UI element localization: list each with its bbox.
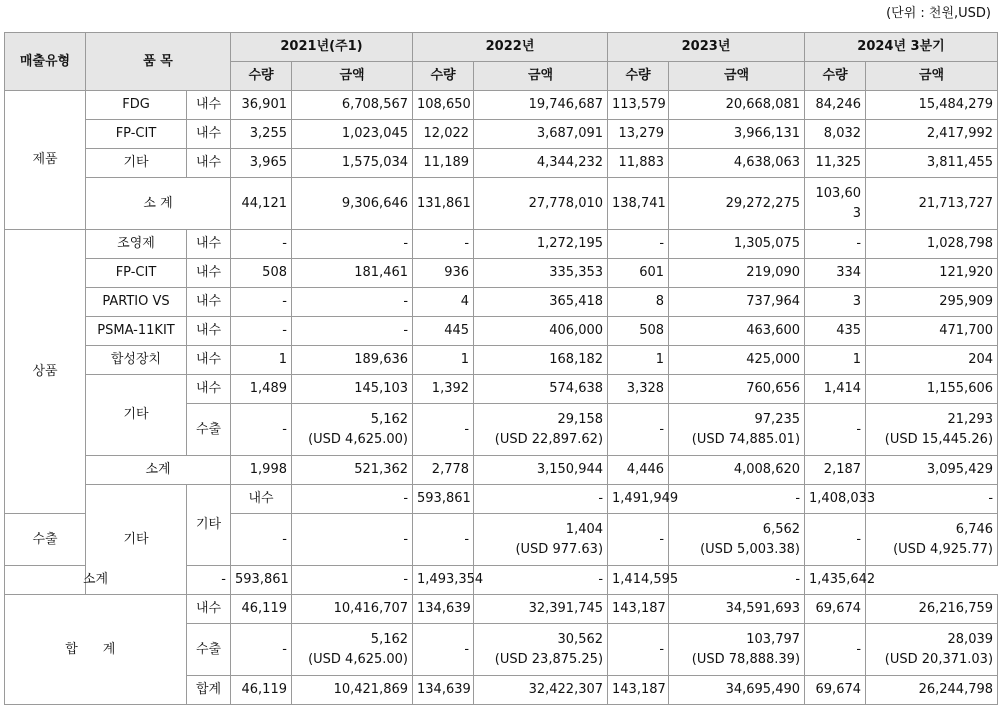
qty-cell: - <box>231 288 292 317</box>
amount-cell: - <box>292 288 413 317</box>
qty-cell: - <box>292 566 413 595</box>
qty-cell: 508 <box>231 259 292 288</box>
amount-cell: 4,008,620 <box>669 456 805 485</box>
amount-cell: 1,023,045 <box>292 120 413 149</box>
qty-cell: - <box>474 485 608 514</box>
amount-cell: 15,484,279 <box>866 91 998 120</box>
qty-cell: - <box>866 485 998 514</box>
amount-cell: 406,000 <box>474 317 608 346</box>
amount-cell: 3,095,429 <box>866 456 998 485</box>
amount-cell: 5,162 (USD 4,625.00) <box>292 624 413 676</box>
item-name: 조영제 <box>86 230 187 259</box>
amount-cell: 4,344,232 <box>474 149 608 178</box>
qty-cell: 103,60 3 <box>805 178 866 230</box>
table-row <box>5 149 998 178</box>
total-label: 합 계 <box>5 595 187 705</box>
header-qty: 수량 <box>608 62 669 91</box>
qty-cell: - <box>413 624 474 676</box>
sales-type: 내수 <box>187 375 231 404</box>
amount-cell: 1,408,033 <box>805 485 866 514</box>
qty-cell: - <box>608 624 669 676</box>
table-row <box>5 120 998 149</box>
header-period-2022: 2022년 <box>413 33 608 62</box>
amount-cell: 27,778,010 <box>474 178 608 230</box>
qty-cell: 36,901 <box>231 91 292 120</box>
item-name: PARTIO VS <box>86 288 187 317</box>
sales-type: 내수 <box>187 346 231 375</box>
item-name: FP-CIT <box>86 259 187 288</box>
amount-cell: 425,000 <box>669 346 805 375</box>
sales-type: 합계 <box>187 676 231 705</box>
amount-cell: 121,920 <box>866 259 998 288</box>
qty-cell: 8 <box>608 288 669 317</box>
amount-cell: 6,746 (USD 4,925.77) <box>866 514 998 566</box>
group-label-goods: 상품 <box>5 230 86 514</box>
sales-type: 수출 <box>187 624 231 676</box>
header-qty: 수량 <box>231 62 292 91</box>
table-row <box>5 288 998 317</box>
amount-cell: 1,305,075 <box>669 230 805 259</box>
qty-cell: - <box>805 230 866 259</box>
sales-type: 내수 <box>187 149 231 178</box>
qty-cell: 2,187 <box>805 456 866 485</box>
amount-cell: 760,656 <box>669 375 805 404</box>
item-name: FDG <box>86 91 187 120</box>
qty-cell: - <box>187 566 231 595</box>
amount-cell: 295,909 <box>866 288 998 317</box>
table-row <box>5 259 998 288</box>
amount-cell: 21,293 (USD 15,445.26) <box>866 404 998 456</box>
qty-cell: 1,414 <box>805 375 866 404</box>
qty-cell: 11,883 <box>608 149 669 178</box>
qty-cell: 44,121 <box>231 178 292 230</box>
amount-cell: 1,404 (USD 977.63) <box>474 514 608 566</box>
amount-cell: - <box>292 230 413 259</box>
table-row <box>5 317 998 346</box>
qty-cell: 1 <box>231 346 292 375</box>
sales-type: 내수 <box>187 259 231 288</box>
amount-cell: 3,150,944 <box>474 456 608 485</box>
amount-cell: 21,713,727 <box>866 178 998 230</box>
qty-cell: 13,279 <box>608 120 669 149</box>
qty-cell: 113,579 <box>608 91 669 120</box>
sales-type: 내수 <box>187 317 231 346</box>
amount-cell: 19,746,687 <box>474 91 608 120</box>
amount-cell: 365,418 <box>474 288 608 317</box>
amount-cell: 168,182 <box>474 346 608 375</box>
amount-cell: 1,491,949 <box>608 485 669 514</box>
sales-type: 내수 <box>187 91 231 120</box>
sales-type: 수출 <box>5 514 86 566</box>
header-amount: 금액 <box>474 62 608 91</box>
amount-cell: 593,861 <box>413 485 474 514</box>
table-row <box>5 456 998 485</box>
amount-cell: 26,216,759 <box>866 595 998 624</box>
subtotal-label: 소계 <box>5 566 187 595</box>
qty-cell: - <box>413 230 474 259</box>
qty-cell: 84,246 <box>805 91 866 120</box>
table-row <box>5 91 998 120</box>
amount-cell: - <box>292 514 413 566</box>
item-name: 합성장치 <box>86 346 187 375</box>
qty-cell: 134,639 <box>413 595 474 624</box>
header-amount: 금액 <box>292 62 413 91</box>
qty-cell: 1 <box>805 346 866 375</box>
item-name: FP-CIT <box>86 120 187 149</box>
amount-cell: 2,417,992 <box>866 120 998 149</box>
qty-cell: 12,022 <box>413 120 474 149</box>
header-row-periods <box>5 33 998 62</box>
header-amount: 금액 <box>866 62 998 91</box>
sales-type: 내수 <box>187 595 231 624</box>
unit-note: (단위 : 천원,USD) <box>886 6 991 21</box>
amount-cell: 1,272,195 <box>474 230 608 259</box>
table-row <box>5 230 998 259</box>
table-row <box>5 178 998 230</box>
qty-cell: - <box>231 317 292 346</box>
qty-cell: - <box>669 566 805 595</box>
qty-cell: 1 <box>413 346 474 375</box>
amount-cell: 574,638 <box>474 375 608 404</box>
amount-cell: 5,162 (USD 4,625.00) <box>292 404 413 456</box>
qty-cell: - <box>231 230 292 259</box>
qty-cell: 508 <box>608 317 669 346</box>
amount-cell: 1,028,798 <box>866 230 998 259</box>
qty-cell: 3 <box>805 288 866 317</box>
qty-cell: - <box>608 404 669 456</box>
table-row <box>5 375 998 404</box>
group-label-others: 기타 <box>86 485 187 595</box>
qty-cell: 4 <box>413 288 474 317</box>
header-amount: 금액 <box>669 62 805 91</box>
header-sales-type: 매출유형 <box>5 33 86 91</box>
item-name: 기타 <box>187 485 231 566</box>
qty-cell: 46,119 <box>231 676 292 705</box>
amount-cell: 34,695,490 <box>669 676 805 705</box>
qty-cell: - <box>805 624 866 676</box>
table-row <box>5 595 998 624</box>
qty-cell: - <box>413 514 474 566</box>
amount-cell: 34,591,693 <box>669 595 805 624</box>
amount-cell: 1,575,034 <box>292 149 413 178</box>
amount-cell: 32,391,745 <box>474 595 608 624</box>
amount-cell: 4,638,063 <box>669 149 805 178</box>
amount-cell: 471,700 <box>866 317 998 346</box>
sales-type: 내수 <box>187 288 231 317</box>
amount-cell: 9,306,646 <box>292 178 413 230</box>
amount-cell: 97,235 (USD 74,885.01) <box>669 404 805 456</box>
group-label-products: 제품 <box>5 91 86 230</box>
qty-cell: 2,778 <box>413 456 474 485</box>
amount-cell: 593,861 <box>231 566 292 595</box>
qty-cell: 1,998 <box>231 456 292 485</box>
qty-cell: 3,965 <box>231 149 292 178</box>
amount-cell: - <box>292 317 413 346</box>
amount-cell: 1,493,354 <box>413 566 474 595</box>
qty-cell: 69,674 <box>805 676 866 705</box>
qty-cell: - <box>474 566 608 595</box>
qty-cell: - <box>669 485 805 514</box>
amount-cell: 463,600 <box>669 317 805 346</box>
qty-cell: 143,187 <box>608 595 669 624</box>
qty-cell: 143,187 <box>608 676 669 705</box>
amount-cell: 1,155,606 <box>866 375 998 404</box>
qty-cell: - <box>231 514 292 566</box>
amount-cell: 335,353 <box>474 259 608 288</box>
qty-cell: 601 <box>608 259 669 288</box>
amount-cell: 10,421,869 <box>292 676 413 705</box>
qty-cell: 134,639 <box>413 676 474 705</box>
amount-cell: 6,708,567 <box>292 91 413 120</box>
amount-cell: 28,039 (USD 20,371.03) <box>866 624 998 676</box>
header-period-2021: 2021년(주1) <box>231 33 413 62</box>
qty-cell: 3,328 <box>608 375 669 404</box>
item-name: 기타 <box>86 149 187 178</box>
sales-table <box>4 32 998 705</box>
qty-cell: 435 <box>805 317 866 346</box>
qty-cell: 131,861 <box>413 178 474 230</box>
qty-cell: - <box>413 404 474 456</box>
qty-cell: 108,650 <box>413 91 474 120</box>
amount-cell: 6,562 (USD 5,003.38) <box>669 514 805 566</box>
amount-cell: 29,272,275 <box>669 178 805 230</box>
table-row <box>5 566 998 595</box>
item-name: 기타 <box>86 375 187 456</box>
subtotal-label: 소 계 <box>86 178 231 230</box>
qty-cell: 936 <box>413 259 474 288</box>
qty-cell: 334 <box>805 259 866 288</box>
amount-cell: 103,797 (USD 78,888.39) <box>669 624 805 676</box>
qty-cell: - <box>292 485 413 514</box>
amount-cell: 20,668,081 <box>669 91 805 120</box>
qty-cell: 4,446 <box>608 456 669 485</box>
amount-cell: 181,461 <box>292 259 413 288</box>
qty-cell: 1 <box>608 346 669 375</box>
amount-cell: 3,811,455 <box>866 149 998 178</box>
table-row <box>5 485 998 514</box>
header-period-2024q3: 2024년 3분기 <box>805 33 998 62</box>
amount-cell: 145,103 <box>292 375 413 404</box>
table-row <box>5 346 998 375</box>
amount-cell: 219,090 <box>669 259 805 288</box>
qty-cell: 1,392 <box>413 375 474 404</box>
amount-cell: 10,416,707 <box>292 595 413 624</box>
qty-cell: 11,189 <box>413 149 474 178</box>
sales-type: 내수 <box>231 485 292 514</box>
qty-cell: - <box>805 514 866 566</box>
amount-cell: 204 <box>866 346 998 375</box>
qty-cell: - <box>231 404 292 456</box>
qty-cell: 69,674 <box>805 595 866 624</box>
header-qty: 수량 <box>805 62 866 91</box>
header-qty: 수량 <box>413 62 474 91</box>
amount-cell: 1,435,642 <box>805 566 866 595</box>
amount-cell: 3,687,091 <box>474 120 608 149</box>
header-item: 품 목 <box>86 33 231 91</box>
amount-cell: 521,362 <box>292 456 413 485</box>
amount-cell: 1,414,595 <box>608 566 669 595</box>
qty-cell: 1,489 <box>231 375 292 404</box>
qty-cell: 46,119 <box>231 595 292 624</box>
amount-cell: 30,562 (USD 23,875.25) <box>474 624 608 676</box>
subtotal-label: 소계 <box>86 456 231 485</box>
amount-cell: 189,636 <box>292 346 413 375</box>
header-period-2023: 2023년 <box>608 33 805 62</box>
qty-cell: 138,741 <box>608 178 669 230</box>
amount-cell: 737,964 <box>669 288 805 317</box>
sales-type: 수출 <box>187 404 231 456</box>
amount-cell: 3,966,131 <box>669 120 805 149</box>
qty-cell: - <box>805 404 866 456</box>
qty-cell: - <box>608 514 669 566</box>
amount-cell: 29,158 (USD 22,897.62) <box>474 404 608 456</box>
qty-cell: 445 <box>413 317 474 346</box>
sales-type: 내수 <box>187 120 231 149</box>
amount-cell: 26,244,798 <box>866 676 998 705</box>
sales-type: 내수 <box>187 230 231 259</box>
qty-cell: 3,255 <box>231 120 292 149</box>
qty-cell: 8,032 <box>805 120 866 149</box>
qty-cell: - <box>608 230 669 259</box>
qty-cell: 11,325 <box>805 149 866 178</box>
qty-cell: - <box>231 624 292 676</box>
item-name: PSMA-11KIT <box>86 317 187 346</box>
amount-cell: 32,422,307 <box>474 676 608 705</box>
